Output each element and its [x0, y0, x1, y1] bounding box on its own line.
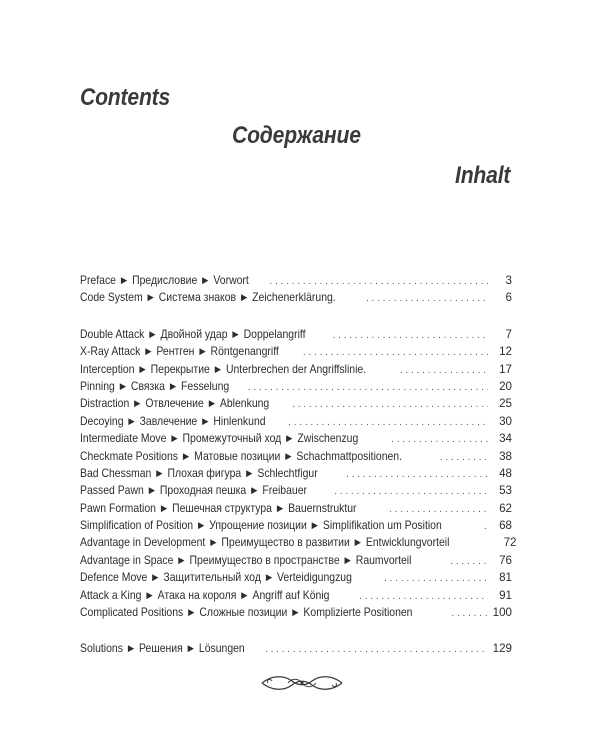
dot-leader — [391, 431, 488, 448]
toc-entry-page: 38 — [499, 449, 512, 463]
title-english: Contents — [80, 84, 171, 111]
toc-entry-intermediate-move[interactable] — [80, 430, 512, 447]
dot-leader — [484, 518, 488, 535]
title-russian: Содержание — [232, 122, 361, 149]
toc-entry-checkmate-positions[interactable] — [80, 448, 512, 465]
section-gap — [80, 307, 512, 326]
dot-leader — [451, 605, 486, 622]
toc-entry-page: 30 — [499, 414, 512, 428]
dot-leader — [389, 501, 488, 518]
toc-entry-label: Distraction ► Отвлечение ► Ablenkung — [80, 397, 270, 411]
dot-leader — [333, 327, 488, 344]
toc-entry-bad-chessman[interactable] — [80, 465, 512, 482]
toc-entry-simplification[interactable] — [80, 517, 512, 534]
toc-entry-page: 20 — [499, 379, 512, 393]
dot-leader — [334, 483, 488, 500]
toc-entry-pawn-formation[interactable] — [80, 500, 512, 517]
toc-entry-page: 7 — [505, 327, 512, 341]
dot-leader — [384, 570, 488, 587]
toc-entry-label: Simplification of Position ► Упрощение позиции ► Simplifikation um Position — [80, 519, 442, 533]
toc-entry-solutions[interactable] — [80, 640, 512, 657]
toc-entry-label: Advantage in Space ► Преимущество в пространстве ► Raumvorteil — [80, 553, 412, 567]
toc-entry-label: Bad Chessman ► Плохая фигура ► Schlechtfigur — [80, 466, 318, 480]
toc-entry-defence-move[interactable] — [80, 569, 512, 586]
toc-entry-double-attack[interactable] — [80, 326, 512, 343]
toc-entry-page: 34 — [499, 432, 512, 446]
toc-entry-code-system[interactable] — [80, 289, 512, 306]
toc-entry-complicated-positions[interactable] — [80, 604, 512, 621]
toc-entry-passed-pawn[interactable] — [80, 482, 512, 499]
dot-leader — [346, 466, 488, 483]
toc-entry-label: Defence Move ► Защитительный ход ► Verteidigungzug — [80, 571, 352, 585]
toc-entry-preface[interactable] — [80, 272, 512, 289]
dot-leader — [303, 344, 488, 361]
toc-entry-label: X-Ray Attack ► Рентген ► Röntgenangriff — [80, 345, 279, 359]
flourish-ornament-icon — [258, 671, 346, 695]
dot-leader — [366, 290, 488, 307]
toc-entry-label: Complicated Positions ► Сложные позиции ► Komplizierte Positionen — [80, 606, 413, 620]
toc-entry-label: Code System ► Система знаков ► Zeichenerklärung. — [80, 291, 336, 305]
toc-entry-page: 48 — [499, 466, 512, 480]
dot-leader — [450, 553, 488, 570]
toc-entry-interception[interactable] — [80, 361, 512, 378]
dot-leader — [248, 379, 488, 396]
toc-entry-label: Passed Pawn ► Проходная пешка ► Freibauer — [80, 484, 308, 498]
toc-entry-label: Attack a King ► Атака на короля ► Angriff auf König — [80, 588, 330, 602]
toc-entry-page: 100 — [492, 606, 512, 620]
toc-entry-label: Intermediate Move ► Промежуточный ход ► Zwischenzug — [80, 432, 359, 446]
dot-leader — [400, 362, 488, 379]
toc-entry-page: 3 — [505, 274, 512, 287]
toc-entry-attack-king[interactable] — [80, 587, 512, 604]
toc-entry-page: 25 — [499, 397, 512, 411]
toc-entry-page: 17 — [499, 362, 512, 376]
toc-entry-label: Decoying ► Завлечение ► Hinlenkund — [80, 414, 266, 428]
dot-leader — [265, 641, 487, 658]
dot-leader — [270, 273, 488, 290]
toc-entry-label: Double Attack ► Двойной удар ► Doppelangriff — [80, 327, 306, 341]
toc-entry-page: 62 — [499, 501, 512, 515]
dot-leader — [440, 449, 488, 466]
toc-entry-page: 72 — [503, 536, 517, 550]
toc-entry-page: 53 — [499, 484, 512, 498]
toc-entry-advantage-development[interactable] — [80, 534, 517, 551]
toc-entry-x-ray-attack[interactable] — [80, 343, 512, 360]
toc-entry-label: Solutions ► Решения ► Lösungen — [80, 642, 245, 656]
toc-entry-advantage-space[interactable] — [80, 552, 512, 569]
toc-entry-page: 76 — [499, 553, 512, 567]
dot-leader — [288, 414, 488, 431]
toc-entry-distraction[interactable] — [80, 395, 512, 412]
toc-entry-page: 129 — [492, 642, 512, 656]
toc-entry-page: 68 — [499, 519, 512, 533]
toc-entry-page: 91 — [499, 588, 512, 602]
toc-entry-page: 81 — [499, 571, 512, 585]
dot-leader — [359, 588, 488, 605]
toc-entry-label: Advantage in Development ► Преимущество в развитии ► Entwicklungvorteil — [80, 536, 450, 550]
toc-entry-label: Pinning ► Связка ► Fesselung — [80, 379, 230, 393]
toc-entry-label: Checkmate Positions ► Матовые позиции ► Schachmattpositionen. — [80, 449, 403, 463]
toc-entry-pinning[interactable] — [80, 378, 512, 395]
toc-entry-label: Pawn Formation ► Пешечная структура ► Bauernstruktur — [80, 501, 357, 515]
toc-entry-label: Interception ► Перекрытие ► Unterbrechen der Angriffslinie. — [80, 362, 367, 376]
section-gap — [80, 621, 512, 640]
toc-entry-page: 12 — [499, 345, 512, 359]
table-of-contents — [80, 272, 517, 658]
toc-entry-page: 6 — [505, 291, 512, 305]
dot-leader — [292, 396, 488, 413]
title-german: Inhalt — [455, 162, 511, 189]
toc-entry-label: Preface ► Предисловие ► Vorwort — [80, 274, 249, 287]
toc-entry-decoying[interactable] — [80, 413, 512, 430]
